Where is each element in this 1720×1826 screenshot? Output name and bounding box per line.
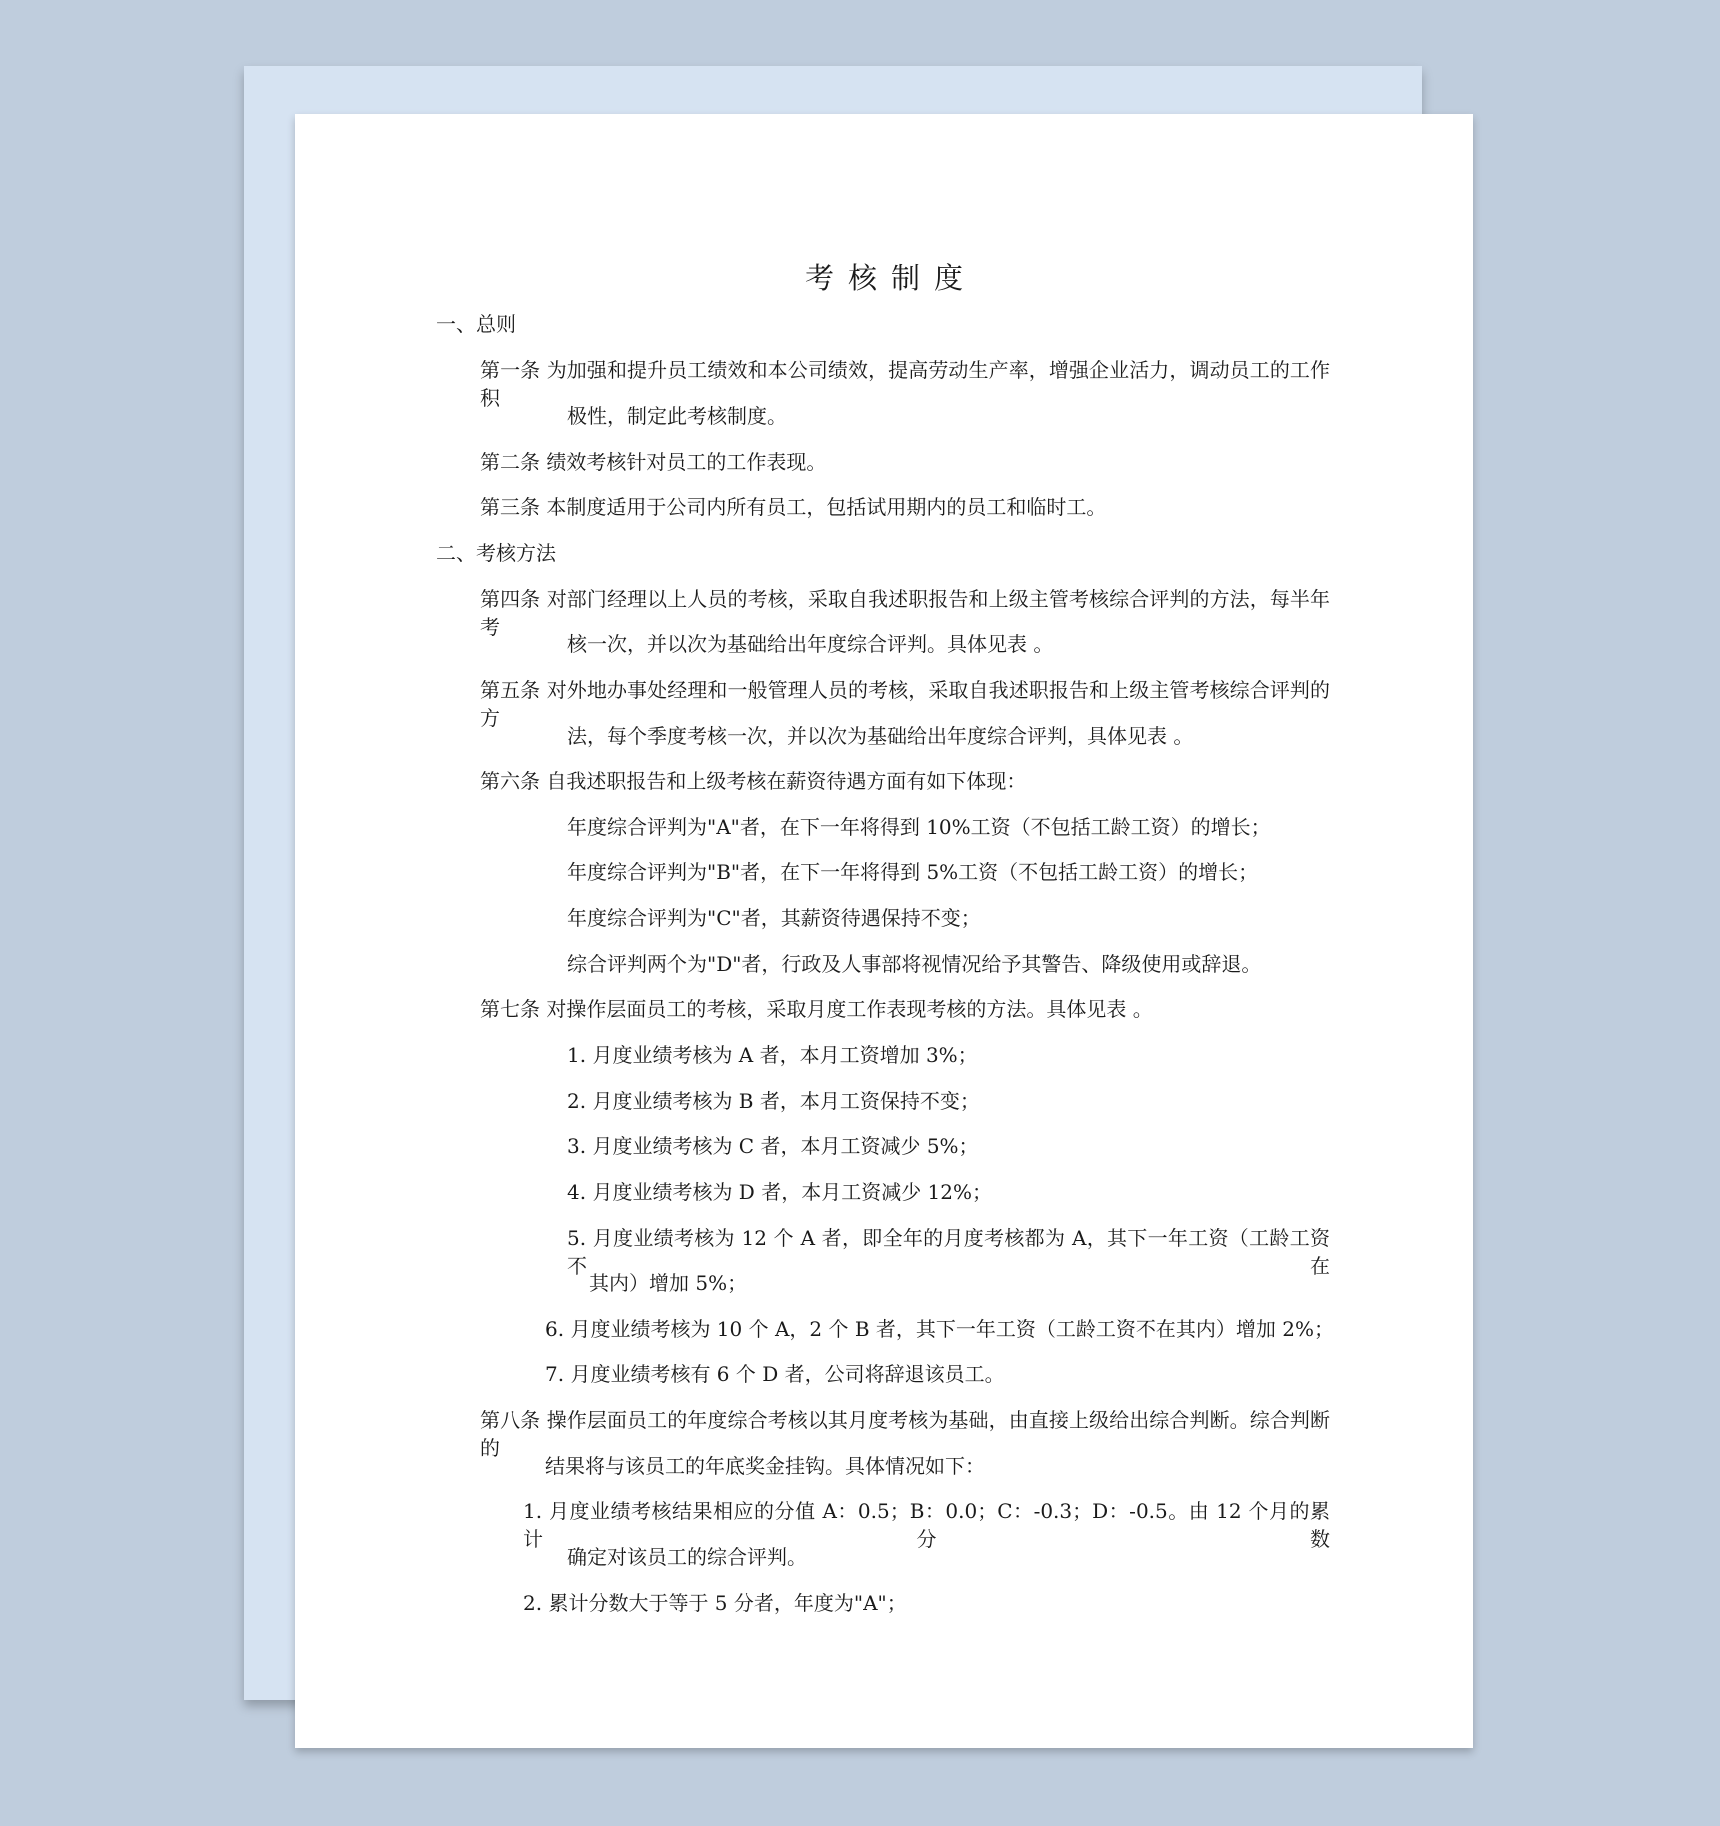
monthly-rule-4: 4. 月度业绩考核为 D 者，本月工资减少 12%； — [567, 1180, 992, 1204]
monthly-rule-5-line-1: 5. 月度业绩考核为 12 个 A 者，即全年的月度考核都为 A，其下一年工资（工龄工资不在 — [567, 1226, 1330, 1278]
article-5-line-1: 第五条 对外地办事处经理和一般管理人员的考核，采取自我述职报告和上级主管考核综合评判的方 — [480, 678, 1330, 730]
article-8-line-1: 第八条 操作层面员工的年度综合考核以其月度考核为基础，由直接上级给出综合判断。综合判断的 — [480, 1408, 1330, 1460]
section-heading-general: 一、总则 — [436, 312, 516, 336]
monthly-rule-7: 7. 月度业绩考核有 6 个 D 者，公司将辞退该员工。 — [545, 1362, 1005, 1386]
salary-rule-d: 综合评判两个为"D"者，行政及人事部将视情况给予其警告、降级使用或辞退。 — [567, 952, 1262, 976]
document-page — [295, 114, 1473, 1748]
annual-rule-2: 2. 累计分数大于等于 5 分者，年度为"A"； — [523, 1591, 907, 1615]
annual-rule-1-line-1: 1. 月度业绩考核结果相应的分值 A：0.5；B：0.0；C：-0.3；D：-0.5。由 12 个月的累计分数 — [523, 1499, 1330, 1551]
article-6: 第六条 自我述职报告和上级考核在薪资待遇方面有如下体现： — [480, 769, 1027, 793]
annual-rule-1-line-2: 确定对该员工的综合评判。 — [567, 1545, 807, 1569]
article-7: 第七条 对操作层面员工的考核，采取月度工作表现考核的方法。具体见表 。 — [480, 997, 1153, 1021]
article-2: 第二条 绩效考核针对员工的工作表现。 — [480, 450, 827, 474]
article-4-line-2: 核一次，并以次为基础给出年度综合评判。具体见表 。 — [567, 632, 1054, 656]
salary-rule-b: 年度综合评判为"B"者，在下一年将得到 5%工资（不包括工龄工资）的增长； — [567, 860, 1259, 884]
article-1-line-1: 第一条 为加强和提升员工绩效和本公司绩效，提高劳动生产率，增强企业活力，调动员工的工作积 — [480, 358, 1330, 410]
article-3: 第三条 本制度适用于公司内所有员工，包括试用期内的员工和临时工。 — [480, 495, 1107, 519]
monthly-rule-1: 1. 月度业绩考核为 A 者，本月工资增加 3%； — [567, 1043, 978, 1067]
article-4-line-1: 第四条 对部门经理以上人员的考核，采取自我述职报告和上级主管考核综合评判的方法，每半年考 — [480, 587, 1330, 639]
salary-rule-a: 年度综合评判为"A"者，在下一年将得到 10%工资（不包括工龄工资）的增长； — [567, 815, 1271, 839]
monthly-rule-3: 3. 月度业绩考核为 C 者，本月工资减少 5%； — [567, 1134, 979, 1158]
monthly-rule-6: 6. 月度业绩考核为 10 个 A，2 个 B 者，其下一年工资（工龄工资不在其内）增加 2%； — [545, 1317, 1334, 1341]
salary-rule-c: 年度综合评判为"C"者，其薪资待遇保持不变； — [567, 906, 981, 930]
article-1-line-2: 极性，制定此考核制度。 — [567, 404, 787, 428]
document-title: 考核制度 — [804, 261, 977, 295]
monthly-rule-2: 2. 月度业绩考核为 B 者，本月工资保持不变； — [567, 1089, 980, 1113]
section-heading-methods: 二、考核方法 — [436, 541, 556, 565]
article-5-line-2: 法，每个季度考核一次，并以次为基础给出年度综合评判，具体见表 。 — [567, 724, 1194, 748]
article-8-line-2: 结果将与该员工的年底奖金挂钩。具体情况如下： — [545, 1454, 985, 1478]
monthly-rule-5-line-2: 其内）增加 5%； — [589, 1271, 748, 1295]
